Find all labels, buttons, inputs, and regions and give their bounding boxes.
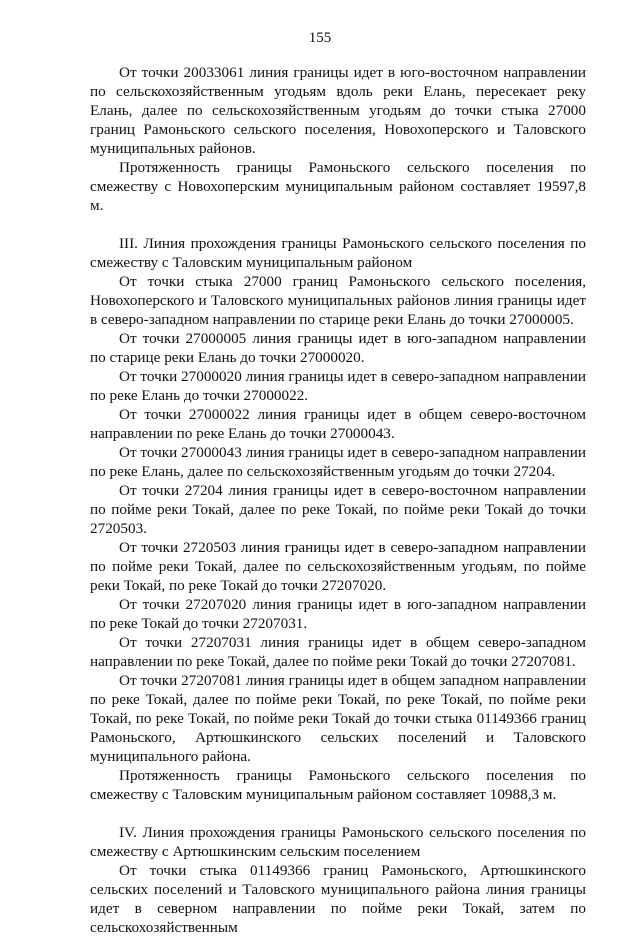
paragraph: От точки стыка 27000 границ Рамоньского сельского поселения, Новохоперского и Таловского муниципальных районов линия границы идет в северо-западном направлении по старице реки Елань до точки 27000005. xyxy=(90,273,586,328)
section-heading: IV. Линия прохождения границы Рамоньского сельского поселения по смежеству с Артюшкинским сельским поселением xyxy=(90,824,586,860)
paragraph: От точки стыка 01149366 границ Рамоньского, Артюшкинского сельских поселений и Таловского муниципального района линия границы идет в северном направлении по пойме реки Токай, затем по сельскохозяйственным xyxy=(90,862,586,936)
paragraph: От точки 27000022 линия границы идет в общем северо-восточном направлении по реке Елань до точки 27000043. xyxy=(90,406,586,442)
paragraph: От точки 27207020 линия границы идет в юго-западном направлении по реке Токай до точки 27207031. xyxy=(90,596,586,632)
paragraph: Протяженность границы Рамоньского сельского поселения по смежеству с Таловским муниципальным районом составляет 10988,3 м. xyxy=(90,767,586,803)
paragraph: От точки 27207031 линия границы идет в общем северо-западном направлении по реке Токай, далее по пойме реки Токай до точки 27207081. xyxy=(90,634,586,670)
paragraph: От точки 27204 линия границы идет в северо-восточном направлении по пойме реки Токай, далее по реке Токай, по пойме реки Токай до точки 2720503. xyxy=(90,482,586,537)
page-number: 155 xyxy=(308,30,332,46)
paragraph: Протяженность границы Рамоньского сельского поселения по смежеству с Новохоперским муниципальным районом составляет 19597,8 м. xyxy=(90,159,586,214)
paragraph: От точки 20033061 линия границы идет в юго-восточном направлении по сельскохозяйственным угодьям вдоль реки Елань, пересекает реку Елань, далее по сельскохозяйственным угодьям до точки стыка 27000 границ Рамоньского сельского поселения, Новохоперского и Таловского муниципальных районов. xyxy=(90,64,586,157)
paragraph: От точки 27000020 линия границы идет в северо-западном направлении по реке Елань до точки 27000022. xyxy=(90,368,586,404)
paragraph: От точки 27207081 линия границы идет в общем западном направлении по реке Токай, далее по пойме реки Токай, по реке Токай, по пойме реки Токай, по реке Токай, по пойме реки Токай до точки стыка 01149366 границ Рамоньского, Артюшкинского сельских поселений и Таловского муниципального района. xyxy=(90,672,586,765)
paragraph: От точки 2720503 линия границы идет в северо-западном направлении по пойме реки Токай, далее по сельскохозяйственным угодьям, по пойме реки Токай, по реке Токай до точки 27207020. xyxy=(90,539,586,594)
paragraph: От точки 27000005 линия границы идет в юго-западном направлении по старице реки Елань до точки 27000020. xyxy=(90,330,586,366)
paragraph: От точки 27000043 линия границы идет в северо-западном направлении по реке Елань, далее по сельскохозяйственным угодьям до точки 27204. xyxy=(90,444,586,480)
section-heading: III. Линия прохождения границы Рамоньского сельского поселения по смежеству с Таловским муниципальным районом xyxy=(90,235,586,271)
document-body xyxy=(90,63,586,937)
